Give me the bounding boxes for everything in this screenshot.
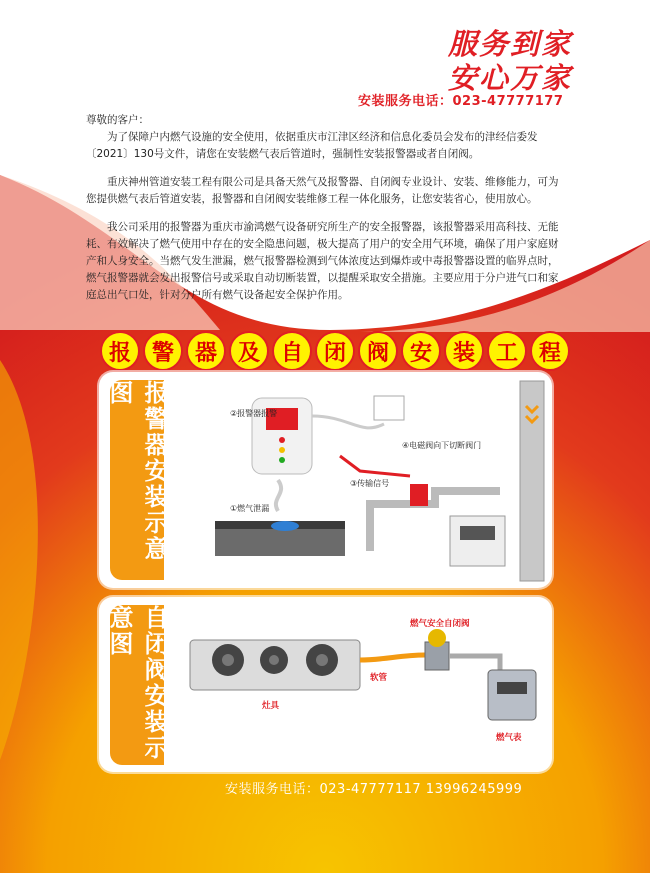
label-stove: 灶具 <box>262 701 280 711</box>
alarm-diagram-label: 报警器安装示意图 <box>110 380 164 580</box>
valve-diagram-label: 自闭阀安装示意图 <box>110 605 164 765</box>
title-char: 自 <box>272 331 312 371</box>
solenoid-valve-icon <box>410 484 428 506</box>
flame-icon <box>271 521 299 531</box>
gas-pipe <box>449 656 500 670</box>
gas-meter-icon <box>488 670 536 720</box>
power-socket-icon <box>374 396 404 420</box>
title-char: 阀 <box>358 331 398 371</box>
title-char: 安 <box>401 331 441 371</box>
footer-phone: 安装服务电话：023-47777117 13996245999 <box>225 782 523 797</box>
title-char: 装 <box>444 331 484 371</box>
alarm-installation-diagram <box>170 376 548 584</box>
slogan-line2: 安心万家 <box>447 61 572 95</box>
title-char: 工 <box>487 331 527 371</box>
title-char: 及 <box>229 331 269 371</box>
title-char: 警 <box>143 331 183 371</box>
letter-paragraph-1: 为了保障户内燃气设施的安全使用，依据重庆市江津区经济和信息化委员会发布的津经信委发〔2021〕130号文件，请您在安装燃气表后管道时，强制性安装报警器或者自闭阀。 <box>86 131 538 160</box>
letter-paragraph-2: 重庆神州管道安装工程有限公司是具备天然气及报警器、自闭阀专业设计、安装、维修能力，可为您提供燃气表后管道安装，报警器和自闭阀安装维修工程一体化服务，让您安装省心，使用放心。 <box>86 176 559 205</box>
header-phone: 安装服务电话：023-47777177 <box>358 94 564 109</box>
label-alarm: ②报警器报警 <box>230 409 278 418</box>
slogan-line1: 服务到家 <box>447 27 572 61</box>
gas-meter-icon <box>450 516 505 566</box>
gas-leak-icon <box>276 480 281 511</box>
letter-paragraph-3: 我公司采用的报警器为重庆市渝鸿燃气设备研究所生产的安全报警器，该报警器采用高科技、无能耗、有效解决了燃气使用中存在的安全隐患问题，极大提高了用户的安全用气环境，确保了用户家庭财产和人身安全。当燃气发生泄漏，燃气报警器检测到气体浓度达到爆炸或中毒报警器设置的临界点时，燃气报警器就会发出报警信号或采取自动切断装置，以提醒采取安全措施。主要应用于分户进气口和家庭总出气口处，针对分户所有燃气设备起安全保护作用。 <box>86 221 559 301</box>
hose <box>360 655 425 660</box>
title-char: 程 <box>530 331 570 371</box>
section-title <box>100 331 570 371</box>
label-valve: ④电磁阀向下切断阀门 <box>402 441 482 450</box>
title-char: 报 <box>100 331 140 371</box>
letter-body <box>86 112 566 315</box>
label-meter: 燃气表 <box>496 733 522 743</box>
valve-installation-diagram <box>170 600 548 768</box>
title-char: 闭 <box>315 331 355 371</box>
label-signal: ③传输信号 <box>350 479 390 488</box>
label-leak: ①燃气泄漏 <box>230 504 270 513</box>
signal-arrow <box>340 456 410 476</box>
letter-greeting: 尊敬的客户： <box>86 114 149 126</box>
label-valve: 燃气安全自闭阀 <box>410 619 470 629</box>
label-hose: 软管 <box>370 673 388 683</box>
title-char: 器 <box>186 331 226 371</box>
